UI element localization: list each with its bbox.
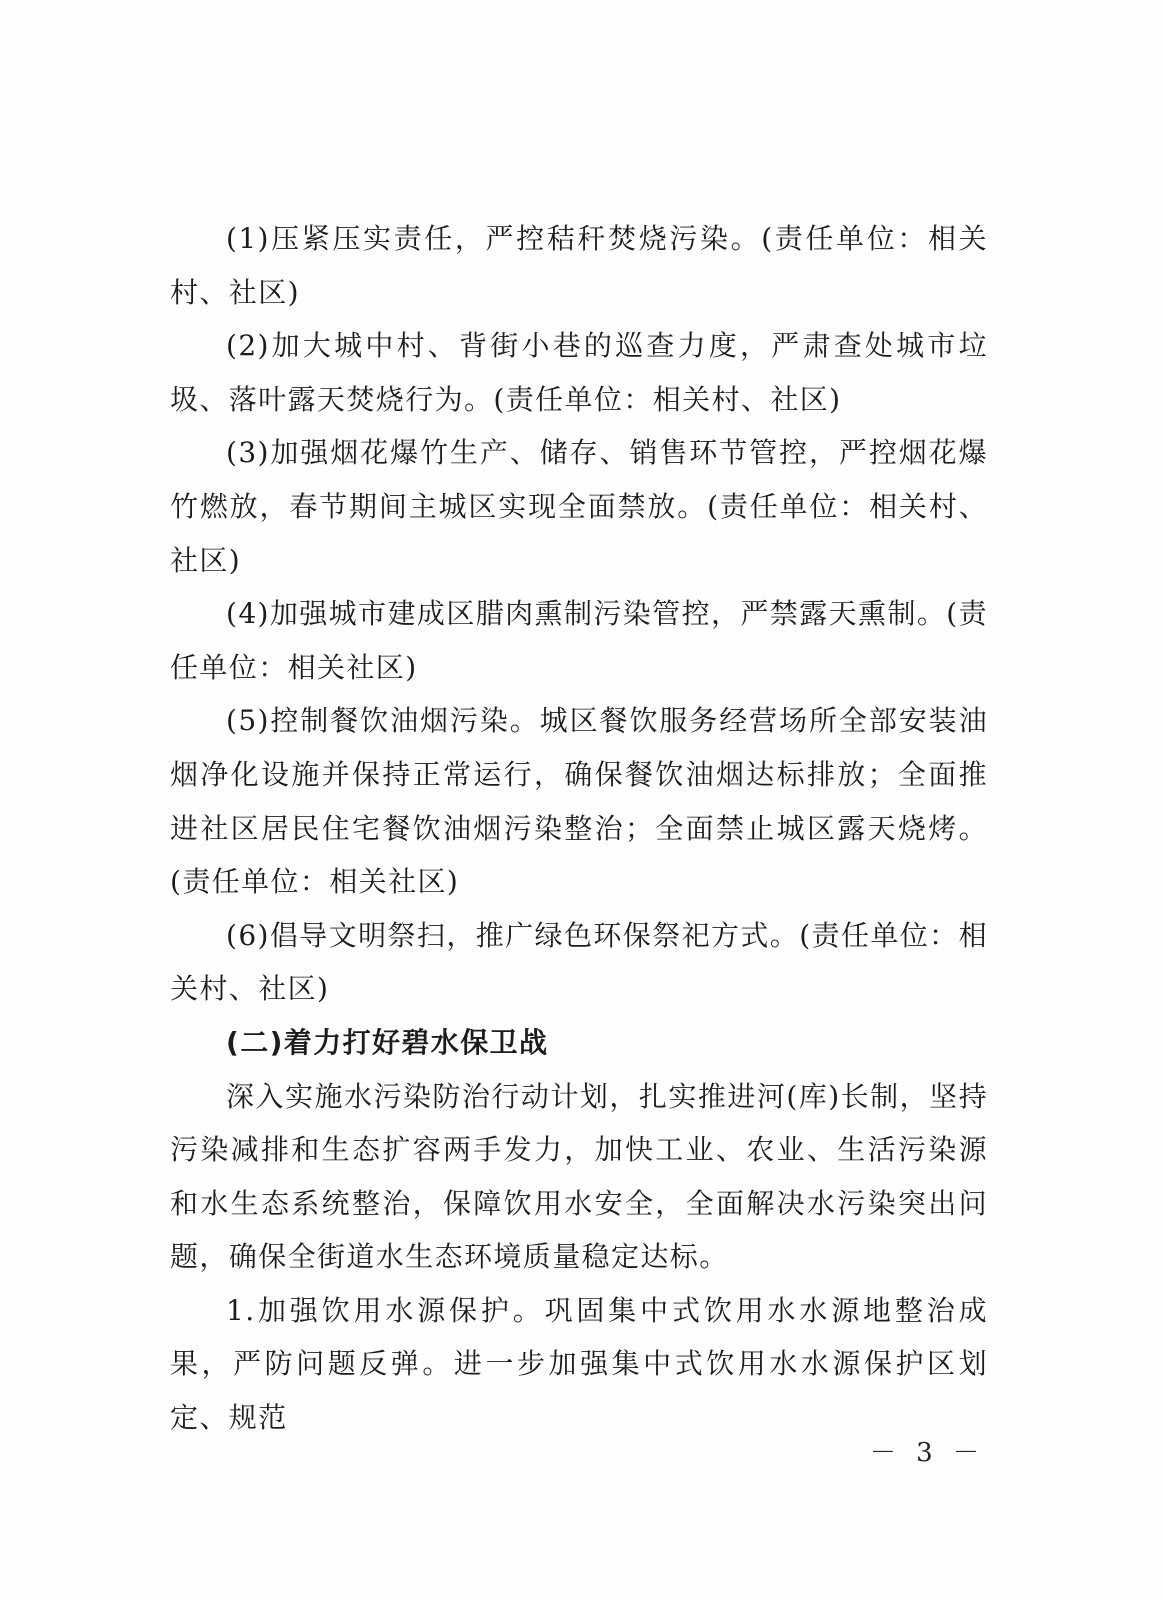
document-body [170,212,988,1445]
section-intro: 深入实施水污染防治行动计划，扎实推进河(库)长制，坚持污染减排和生态扩容两手发力，加快工业、农业、生活污染源和水生态系统整治，保障饮用水安全，全面解决水污染突出问题，确保全街道水生态环境质量稳定达标。 [170,1079,988,1274]
paragraph-6: (6)倡导文明祭扫，推广绿色环保祭祀方式。(责任单位：相关村、社区) [170,918,988,1006]
item-1-paragraph: 1.加强饮用水源保护。巩固集中式饮用水水源地整治成果，严防问题反弹。进一步加强集中式饮用水水源保护区划定、规范 [170,1293,988,1435]
section-heading: (二)着力打好碧水保卫战 [226,1025,549,1059]
paragraph-5: (5)控制餐饮油烟污染。城区餐饮服务经营场所全部安装油烟净化设施并保持正常运行，确保餐饮油烟达标排放；全面推进社区居民住宅餐饮油烟污染整治；全面禁止城区露天烧烤。(责任单位：相关社区) [170,704,988,899]
paragraph-2: (2)加大城中村、背街小巷的巡查力度，严肃查处城市垃圾、落叶露天焚烧行为。(责任单位：相关村、社区) [170,329,988,416]
paragraph-4: (4)加强城市建成区腊肉熏制污染管控，严禁露天熏制。(责任单位：相关社区) [170,597,988,684]
page-number: － 3 － [869,1438,985,1468]
paragraph-1: (1)压紧压实责任，严控秸秆焚烧污染。(责任单位：相关村、社区) [170,222,988,309]
paragraph-3: (3)加强烟花爆竹生产、储存、销售环节管控，严控烟花爆竹燃放，春节期间主城区实现全面禁放。(责任单位：相关村、社区) [170,436,988,577]
